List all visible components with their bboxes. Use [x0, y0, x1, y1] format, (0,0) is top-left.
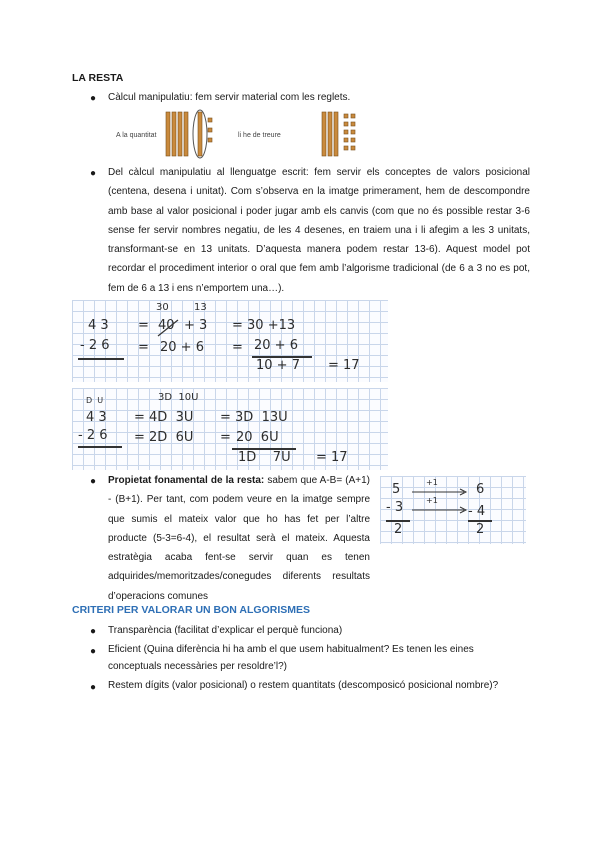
bullet-icon: ● — [90, 93, 97, 104]
hw2-top: 3D 10U — [158, 392, 199, 403]
manip-label-left: A la quantitat — [116, 132, 157, 139]
hw3-rule — [468, 520, 492, 522]
hw2-row1-right: = 3D 13U — [220, 410, 288, 425]
hw3-a: 5 — [392, 482, 401, 497]
hw3-plus2: +1 — [426, 496, 438, 505]
hw3-plus1: +1 — [426, 478, 438, 487]
criteria-item-transparency: Transparència (facilitat d’explicar el perquè funciona) — [108, 625, 343, 636]
hw3-rule — [386, 520, 410, 522]
ten-rods-result — [320, 108, 370, 160]
criteria-item-digits: Restem dígits (valor posicional) o restem quantitats (descomposicó posicional nombre)? — [108, 680, 499, 691]
hw2-result: = 17 — [316, 450, 348, 465]
hw1-number-43: 4 3 — [88, 318, 109, 333]
hw2-rule — [232, 448, 296, 450]
arrow-icon — [410, 488, 472, 514]
ten-rods-group — [164, 108, 224, 160]
hw3-res2: 2 — [476, 522, 485, 537]
hw3-res1: 2 — [394, 522, 403, 537]
hw1-top-13: 13 — [194, 302, 207, 313]
hw3-b: - 3 — [386, 500, 404, 515]
hw1-right-1: = 30 +13 — [232, 318, 296, 333]
hw3-d: - 4 — [468, 504, 486, 519]
handwritten-subtraction-2 — [72, 388, 388, 470]
hw1-10-7: 10 + 7 — [256, 358, 300, 373]
manip-label-right: li he de treure — [238, 132, 281, 139]
bullet-manipulative: Càlcul manipulatiu: fem servir material com les reglets. — [108, 92, 351, 103]
criteria-item-efficient: Eficient (Quina diferència hi ha amb el que usem habitualment? Es tenen les eines conceptuals necessàries per resoldre’l?) — [108, 644, 474, 672]
hw1-eq: = — [138, 340, 149, 355]
property-heading: Propietat fonamental de la resta: — [108, 475, 265, 486]
bullet-icon: ● — [90, 168, 97, 179]
criteria-title: CRITERI PER VALORAR UN BON ALGORISMES — [72, 604, 311, 616]
hw1-top-30: 30 — [156, 302, 169, 313]
hw1-20-6: 20 + 6 — [160, 340, 204, 355]
hw2-row2-right: 20 6U — [236, 430, 279, 445]
property-text: sabem que A-B= (A+1) - (B+1). Per tant, com podem veure en la imatge sempre que sumis el mateix valor que ho has fet per l’altre producte (5-3=6-4), el resultat serà el mateix. Aquesta estratègia acaba fent-se servir quan es tenen adquirides/memoritzades/conegudes diferents resultats d’operacions comunes — [108, 475, 370, 602]
bullet-written-language: Del càlcul manipulatiu al llenguatge escrit: fem servir els conceptes de valors posicional (centena, desena i unitat). Com s’observa en la imatge primerament, hem de descompondre amb base al valor posicional i poder jugar amb els canvis (com que no és possible restar 3-6 sense fer servir nombres negatiu, de les 4 desenes, en traiem una i li afegim a les 3 unitats, transformant-se en 13 unitats. D’aquesta manera podem restar 13-6). Aquest model pot recordar el procediment interior o oral que fem amb l’algorisme tradicional (de 6 a 3 no es pot, fem de 6 a 13 i ens n’emportem una…). — [108, 167, 530, 294]
bullet-icon: ● — [90, 682, 97, 693]
hw2-row1: = 4D 3U — [134, 410, 194, 425]
bullet-icon: ● — [90, 646, 97, 657]
hw2-row3: 1D 7U — [238, 450, 291, 465]
bullet-fundamental-property — [108, 471, 370, 606]
hw1-strike — [156, 318, 180, 338]
hw1-rule — [78, 358, 124, 360]
handwritten-property-example — [380, 476, 526, 544]
hw1-40: 40 — [158, 318, 175, 333]
handwritten-subtraction-1 — [72, 300, 388, 382]
hw1-rule — [252, 356, 312, 358]
page-title: LA RESTA — [72, 72, 124, 84]
hw2-number-26: - 2 6 — [78, 428, 108, 443]
hw2-number-43: 4 3 — [86, 410, 107, 425]
hw1-right-2: 20 + 6 — [254, 338, 298, 353]
bullet-icon: ● — [90, 626, 97, 637]
hw1-number-26: - 2 6 — [80, 338, 110, 353]
bullet-icon: ● — [90, 476, 97, 487]
hw2-rule — [78, 446, 122, 448]
hw1-plus-3: + 3 — [184, 318, 208, 333]
manipulative-image — [110, 108, 370, 160]
hw2-head: D U — [86, 396, 104, 405]
hw2-eq: = — [220, 430, 231, 445]
hw3-c: 6 — [476, 482, 485, 497]
hw1-result: = 17 — [328, 358, 360, 373]
hw1-eq: = — [232, 340, 243, 355]
hw1-eq: = — [138, 318, 149, 333]
hw2-row2: = 2D 6U — [134, 430, 194, 445]
